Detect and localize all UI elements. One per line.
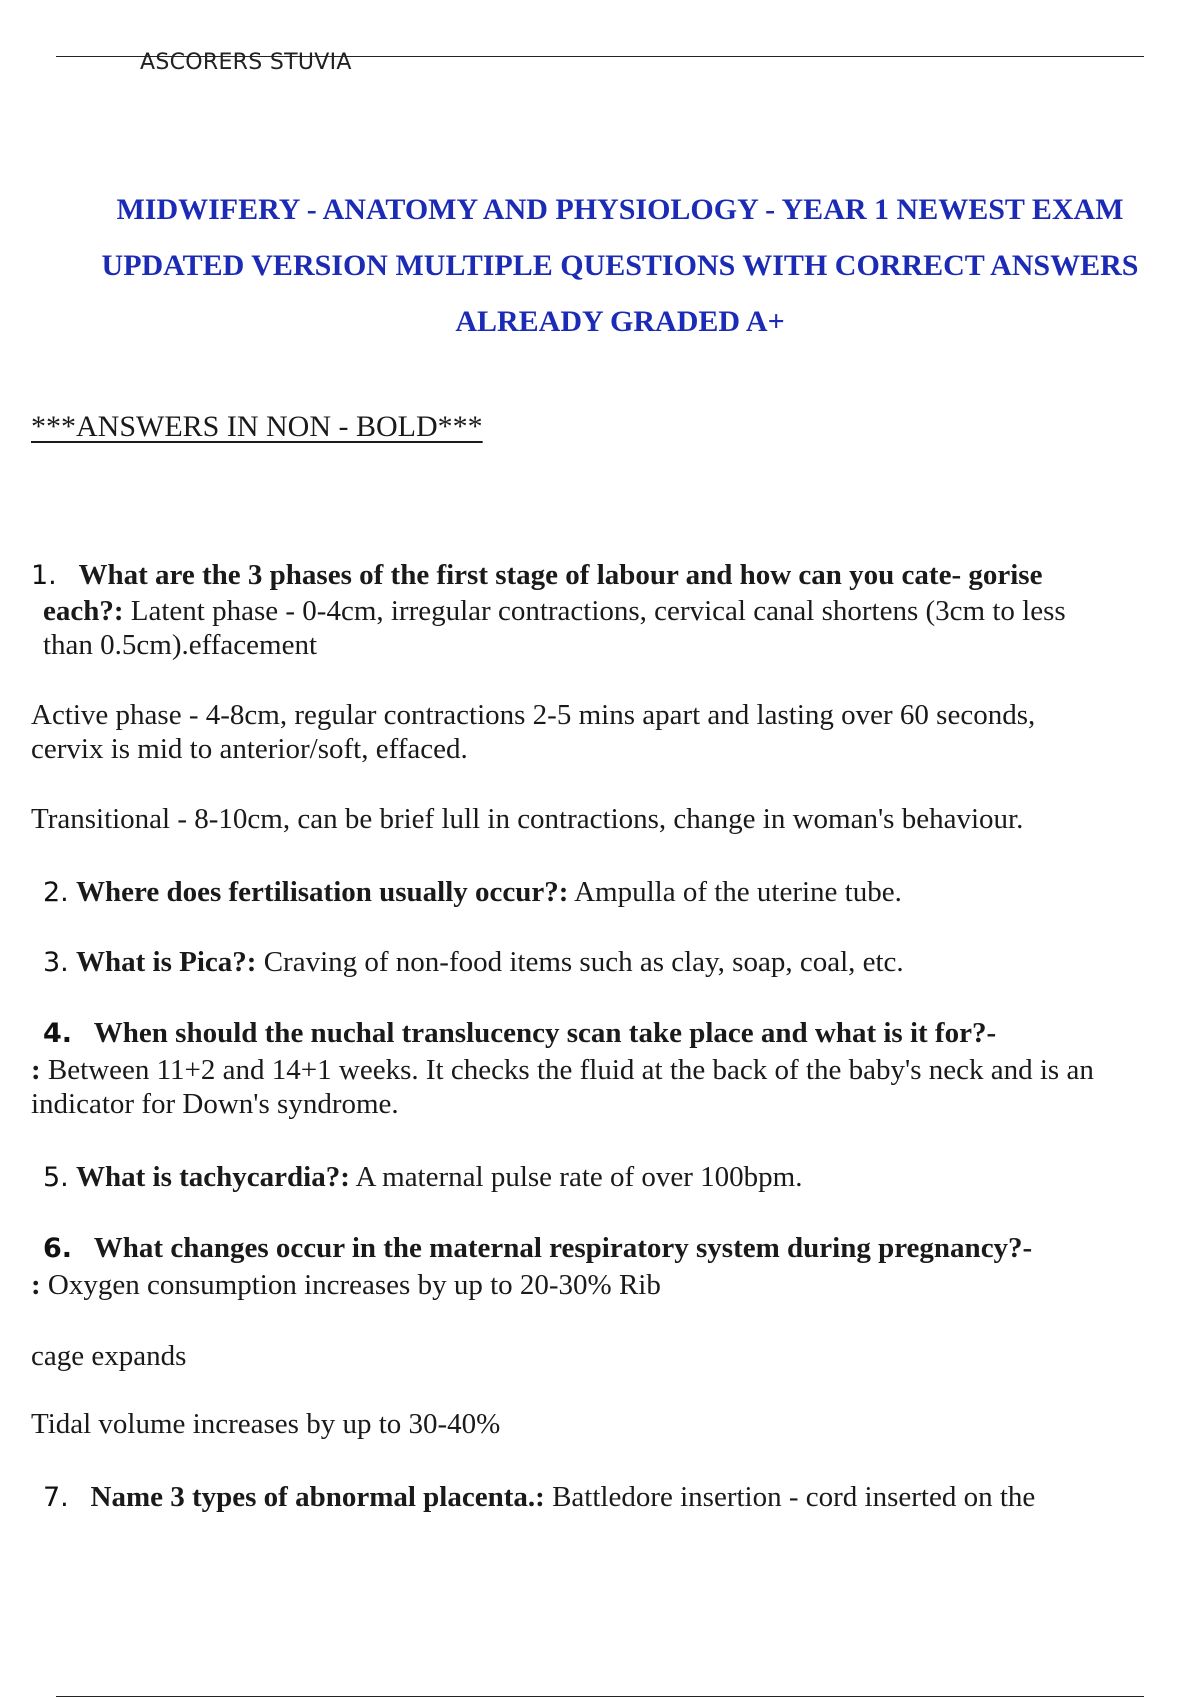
answer-text: Oxygen consumption increases by up to 20-30% Rib: [40, 1269, 661, 1301]
title-line-1: MIDWIFERY - ANATOMY AND PHYSIOLOGY - YEAR 1 NEWEST EXAM: [116, 193, 1124, 226]
question-6-line-2: [31, 1268, 1196, 1302]
question-7: [43, 1480, 1200, 1515]
question-number: 6.: [43, 1233, 73, 1264]
question-text: What changes occur in the maternal respiratory system during pregnancy?-: [93, 1232, 1033, 1264]
question-number: 3.: [43, 947, 69, 978]
question-3: [43, 945, 1200, 980]
header-text: ASCORERS STUVIA: [140, 50, 352, 75]
question-6-line-1: [43, 1231, 1200, 1266]
answer-text: Ampulla of the uterine tube.: [568, 876, 902, 908]
title-line-3: ALREADY GRADED A+: [455, 305, 785, 338]
question-1-line-1: [31, 558, 1196, 593]
question-text: What are the 3 phases of the first stage of labour and how can you cate- gorise: [78, 559, 1043, 591]
question-4-line-3: [31, 1087, 1196, 1121]
question-text: When should the nuchal translucency scan take place and what is it for?-: [93, 1017, 997, 1049]
answer-paragraph: cage expands: [31, 1340, 187, 1372]
question-4-line-2: [31, 1053, 1200, 1087]
question-number: 4.: [43, 1018, 73, 1049]
answers-note: ***ANSWERS IN NON - BOLD***: [31, 410, 483, 443]
answer-paragraph: Tidal volume increases by up to 30-40%: [31, 1408, 501, 1440]
answer-prefix: :: [31, 1269, 41, 1301]
answer-prefix: :: [31, 1054, 41, 1086]
question-number: 5.: [43, 1162, 69, 1193]
footer-rule: [56, 1696, 1144, 1697]
answer-text: Between 11+2 and 14+1 weeks. It checks the fluid at the back of the baby's neck and is an: [40, 1054, 1094, 1086]
answer-text: Craving of non-food items such as clay, soap, coal, etc.: [256, 946, 904, 978]
question-1-line-2: [43, 594, 1200, 628]
question-number: 2.: [43, 877, 69, 908]
question-number: 1.: [31, 560, 57, 591]
answer-paragraph: Transitional - 8-10cm, can be brief lull in contractions, change in woman's behaviour.: [31, 803, 1024, 835]
question-text: What is tachycardia?:: [76, 1161, 350, 1193]
question-text: What is Pica?:: [76, 946, 257, 978]
answer-paragraph: Active phase - 4-8cm, regular contractions 2-5 mins apart and lasting over 60 seconds,: [31, 699, 1036, 731]
question-number: 7.: [43, 1482, 69, 1513]
question-text: each?:: [43, 595, 124, 627]
question-2: [43, 875, 1200, 910]
question-4-line-1: [43, 1016, 1200, 1051]
title-line-2: UPDATED VERSION MULTIPLE QUESTIONS WITH CORRECT ANSWERS: [101, 249, 1139, 282]
answer-text: than 0.5cm).effacement: [43, 629, 318, 661]
answer-text: indicator for Down's syndrome.: [31, 1088, 399, 1120]
question-1-line-3: [43, 628, 1200, 662]
answer-text: Latent phase - 0-4cm, irregular contractions, cervical canal shortens (3cm to less: [123, 595, 1066, 627]
answer-paragraph: cervix is mid to anterior/soft, effaced.: [31, 733, 468, 765]
question-5: [43, 1160, 1200, 1195]
question-text: Name 3 types of abnormal placenta.:: [90, 1481, 545, 1513]
answer-text: Battledore insertion - cord inserted on the: [544, 1481, 1036, 1513]
question-text: Where does fertilisation usually occur?:: [76, 876, 569, 908]
answer-text: A maternal pulse rate of over 100bpm.: [349, 1161, 803, 1193]
document-title: [40, 182, 1200, 350]
